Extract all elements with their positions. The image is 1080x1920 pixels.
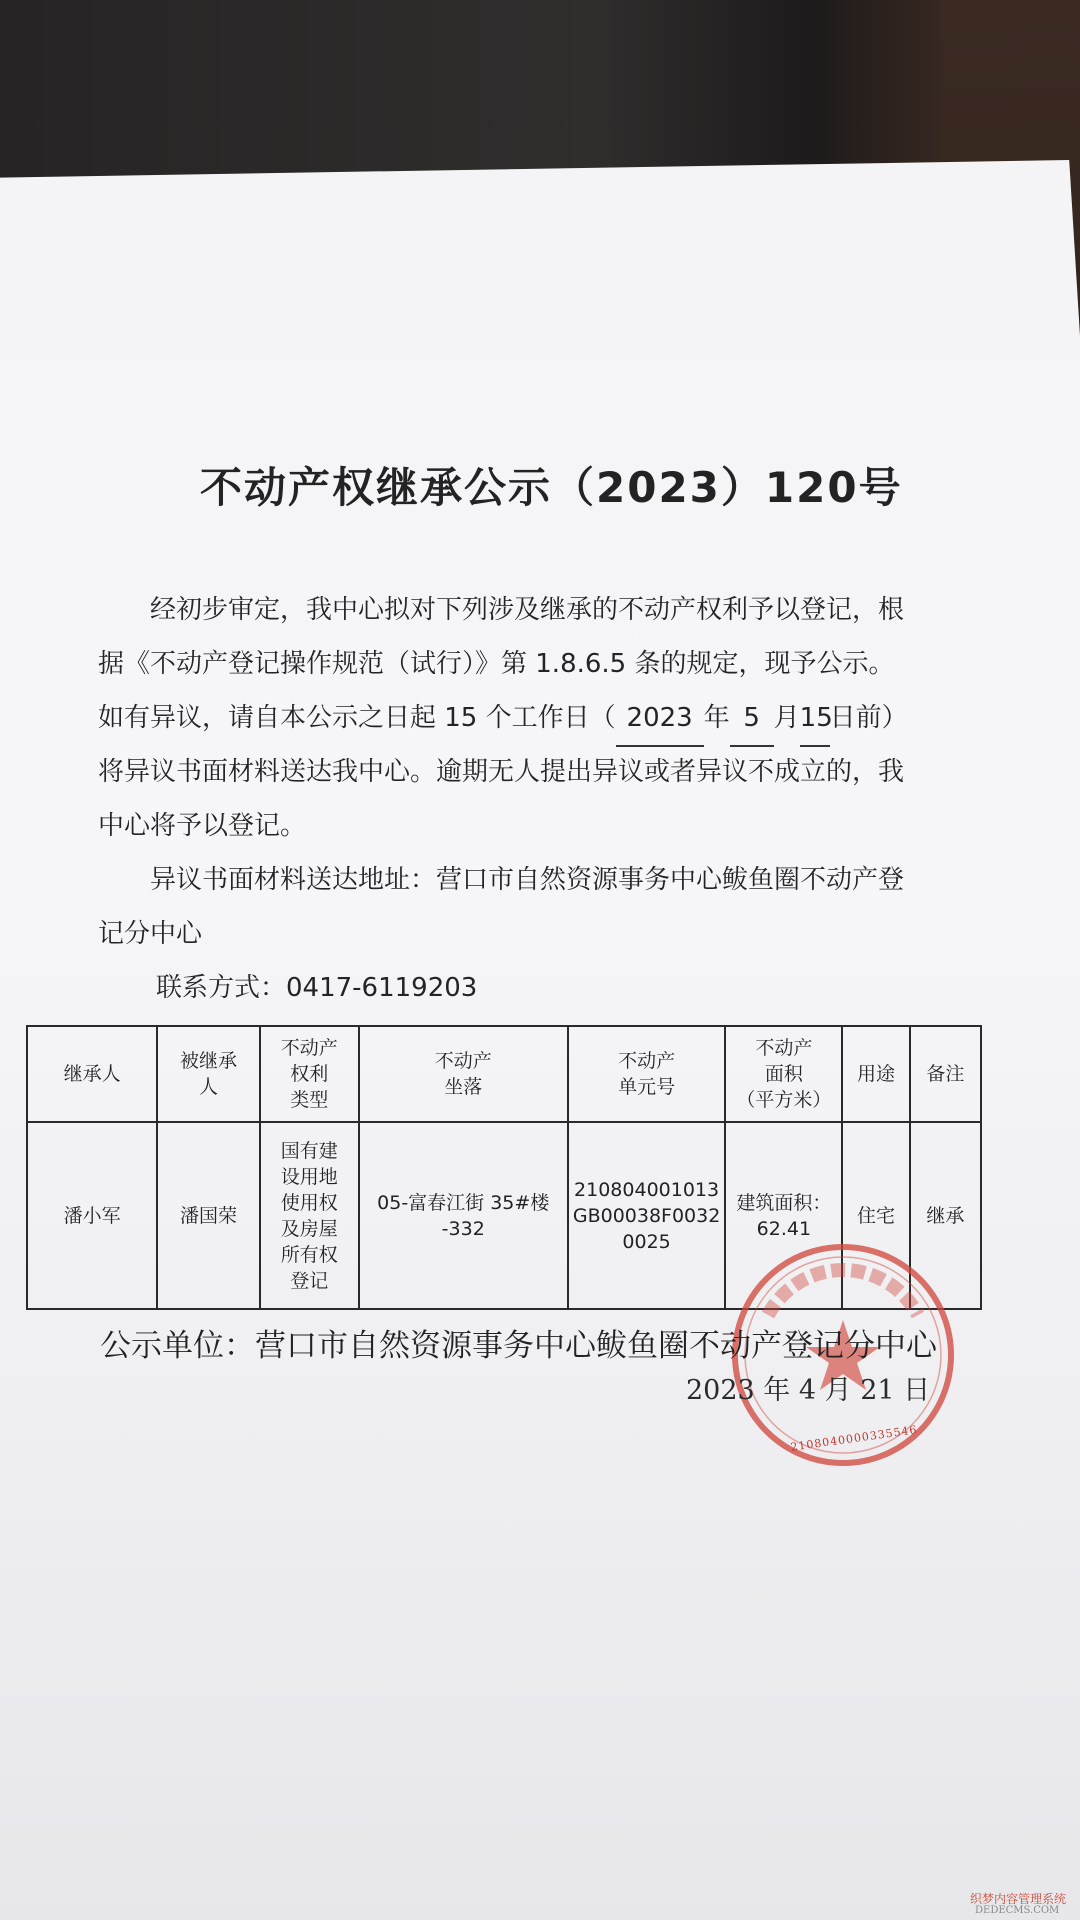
body-line-3 <box>98 691 908 747</box>
contact-line: 联系方式：0417-6119203 <box>156 973 478 1003</box>
cell-remark: 继承 <box>910 1122 981 1309</box>
body-line-1: 经初步审定，我中心拟对下列涉及继承的不动产权利予以登记，根 <box>150 595 905 625</box>
body-line-5: 中心将予以登记。 <box>98 811 307 841</box>
watermark-url: DEDECMS.COM <box>975 1905 1060 1916</box>
header-location: 不动产 坐落 <box>359 1026 568 1122</box>
header-right-type: 不动产 权利 类型 <box>260 1026 359 1122</box>
desk-background <box>0 0 1080 180</box>
header-unit-no: 不动产 单元号 <box>568 1026 725 1122</box>
seal-number: 2108040000335546 <box>789 1423 919 1454</box>
body-line-3-suffix: 日前） <box>829 703 908 733</box>
cell-use: 住宅 <box>842 1122 909 1309</box>
header-remark: 备注 <box>910 1026 981 1122</box>
header-decedent: 被继承 人 <box>157 1026 260 1122</box>
cell-unit-no: 210804001013 GB00038F0032 0025 <box>568 1122 725 1309</box>
cell-right-type: 国有建 设用地 使用权 及房屋 所有权 登记 <box>260 1122 359 1309</box>
header-use: 用途 <box>842 1026 909 1122</box>
year-char: 年 <box>703 703 730 733</box>
address-line-1: 异议书面材料送达地址：营口市自然资源事务中心鲅鱼圈不动产登 <box>150 865 905 895</box>
watermark-text: 织梦内容管理系统 <box>970 1892 1067 1906</box>
header-heir: 继承人 <box>27 1026 157 1122</box>
table-header-row <box>27 1026 981 1122</box>
address-line-2: 记分中心 <box>98 919 203 949</box>
deadline-month: 5 <box>730 691 774 747</box>
issuer-line: 公示单位：营口市自然资源事务中心鲅鱼圈不动产登记分中心 <box>100 1328 937 1364</box>
body-line-2: 据《不动产登记操作规范（试行）》第 1.8.6.5 条的规定，现予公示。 <box>98 649 895 679</box>
body-line-4: 将异议书面材料送达我中心。逾期无人提出异议或者异议不成立的，我 <box>98 757 905 787</box>
body-line-3-prefix: 如有异议，请自本公示之日起 15 个工作日（ <box>98 703 616 733</box>
notice-title: 不动产权继承公示（2023）120号 <box>200 463 903 512</box>
cell-area: 建筑面积： 62.41 <box>725 1122 842 1309</box>
issue-date: 2023 年 4 月 21 日 <box>686 1375 931 1406</box>
header-area: 不动产 面积 （平方米） <box>725 1026 842 1122</box>
cell-location: 05-富春江街 35#楼 -332 <box>359 1122 568 1309</box>
deadline-year: 2023 <box>616 691 704 747</box>
month-char: 月 <box>773 703 800 733</box>
deadline-day: 15 <box>800 691 830 747</box>
cell-decedent: 潘国荣 <box>157 1122 260 1309</box>
cell-heir: 潘小军 <box>27 1122 157 1309</box>
